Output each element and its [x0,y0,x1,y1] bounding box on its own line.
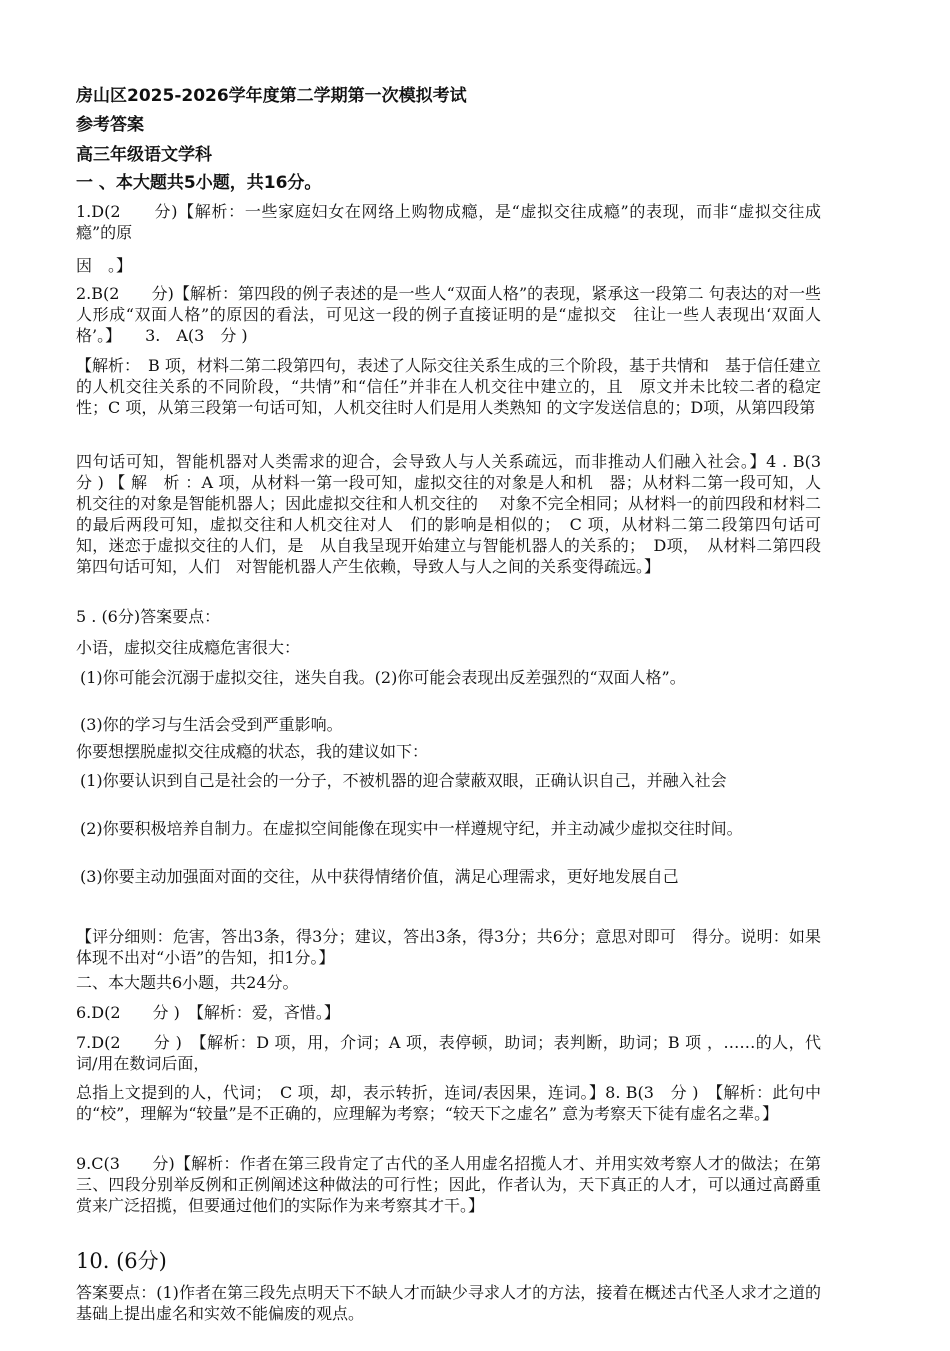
answer-q1: 1.D(2 分)【解析：一些家庭妇女在网络上购物成瘾，是“虚拟交往成瘾”的表现，而非“虚拟交往成瘾”的原 [76,202,821,242]
answer-key-label: 参考答案 [76,115,144,135]
answer-q5-advice-intro: 你要想摆脱虚拟交往成瘾的状态，我的建议如下： [76,742,429,761]
answer-q7: 7.D(2 分 ) 【解析：D 项，用，介词；A 项，表停顿，助词；表判断，助词；B 项 ，……的人，代词/用在数词后面， [76,1033,821,1073]
exam-title: 房山区2025-2026学年度第二学期第一次模拟考试 [76,86,467,106]
answer-q2-q3: 2.B(2 分)【解析：第四段的例子表述的是一些人“双面人格”的表现，紧承这一段第二 句表达的对一些人形成“双面人格”的原因的看法，可见这一段的例子直接证明的是“虚拟交 往让一些人表现出‘双面人格’。】 3. A(3 分 ) [76,284,821,345]
answer-q5-advice-3: (3)你要主动加强面对面的交往，从中获得情绪价值，满足心理需求，更好地发展自己 [80,867,679,886]
subject-label: 高三年级语文学科 [76,145,212,165]
answer-q5-advice-2: (2)你要积极培养自制力。在虚拟空间能像在现实中一样遵规守纪，并主动减少虚拟交往时间。 [80,819,743,838]
answer-q9: 9.C(3 分)【解析：作者在第三段肯定了古代的圣人用虚名招揽人才、并用实效考察人才的做法；在第三、四段分别举反例和正例阐述这种做法的可行性；因此，作者认为，天下真正的人才，可以通过高爵重赏来广泛招揽，但要通过他们的实际作为来考察其才干。】 [76,1154,821,1215]
section-one-heading: 一 、本大题共5小题，共16分。 [76,173,322,193]
answer-q5-harm-3: (3)你的学习与生活会受到严重影响。 [80,715,343,734]
answer-q1-continued: 因 。】 [76,256,133,275]
answer-q5-rubric: 【评分细则：危害，答出3条，得3分；建议，答出3条，得3分；共6分；意思对即可 得分。说明：如果体现不出对“小语”的告知，扣1分。】 [76,927,821,967]
answer-q5-harm-1-2: (1)你可能会沉溺于虚拟交往，迷失自我。(2)你可能会表现出反差强烈的“双面人格”。 [80,668,686,687]
answer-q10-title: 10. (6分) [76,1249,167,1273]
section-two-heading: 二、本大题共6小题，共24分。 [76,973,299,992]
answer-q5-advice-1: (1)你要认识到自己是社会的一分子，不被机器的迎合蒙蔽双眼，正确认识自己，并融入社会 [80,771,727,790]
answer-q5-title: 5 . (6分)答案要点： [76,607,221,626]
answer-q3-explanation: 【解析： B 项，材料二第二段第四句，表述了人际交往关系生成的三个阶段，基于共情和 基于信任建立的人机交往关系的不同阶段，“共情”和“信任”并非在人机交往中建立的，且 原文并未比较二者的稳定性；C 项，从第三段第一句话可知，人机交往时人们是用人类熟知 的文字发送信息的；D项，从第四段第 [76,356,821,417]
answer-q10: 答案要点：(1)作者在第三段先点明天下不缺人才而缺少寻求人才的方法，接着在概述古代圣人求才之道的基础上提出虚名和实效不能偏废的观点。 [76,1283,821,1323]
answer-q7-q8: 总指上文提到的人，代词； C 项，却，表示转折，连词/表因果，连词。】8. B(3 分 ) 【解析：此句中的“校”，理解为“较量”是不正确的，应理解为考察；“较天下之虚名” 意为考察天下徒有虚名之辈。】 [76,1083,821,1123]
answer-q6: 6.D(2 分 ) 【解析：爱，吝惜。】 [76,1003,340,1022]
answer-q3-q4: 四句话可知，智能机器对人类需求的迎合，会导致人与人关系疏远，而非推动人们融入社会。】4 . B(3 分 ) 【 解 析 ：A 项，从材料一第一段可知，虚拟交往的对象是人和机 器；从材料二第一段可知，人机交往的对象是智能机器人；因此虚拟交往和人机交往的 对象不完全相同；从材料一的前四段和材料二的最后两段可知，虚拟交往和人机交往对人 们的影响是相似的； C 项，从材料二第二段第四句话可知，迷恋于虚拟交往的人们，是 从自我呈现开始建立与智能机器人的关系的； D项， 从材料二第四段第四句话可知，人们 对智能机器人产生依赖，导致人与人之间的关系变得疏远。】 [76,452,838,576]
answer-q5-intro: 小语，虚拟交往成瘾危害很大： [76,638,301,657]
